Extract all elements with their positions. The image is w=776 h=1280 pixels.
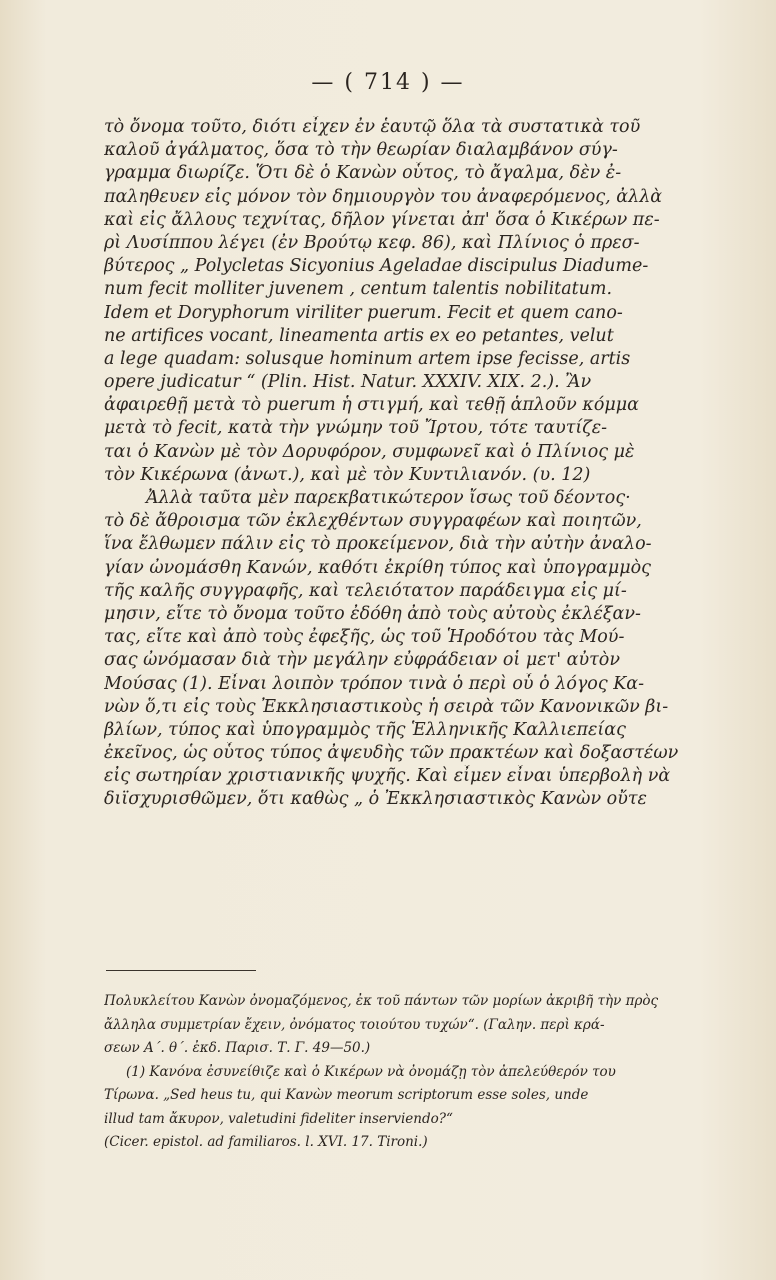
text-line: Ἀλλὰ ταῦτα μὲν παρεκβατικώτερον ἴσως τοῦ δέοντος· bbox=[146, 488, 631, 508]
text-line: παληθευεν εἰς μόνον τὸν δημιουργὸν του ἀναφερόμενος, ἀλλὰ bbox=[104, 186, 663, 207]
text-line: ἵνα ἔλθωμεν πάλιν εἰς τὸ προκείμενον, διὰ τὴν αὐτὴν ἀναλο- bbox=[104, 534, 652, 555]
footnotes-block bbox=[104, 990, 716, 1155]
text-line: νὼν ὅ,τι εἰς τοὺς Ἐκκλησιαστικοὺς ἡ σειρὰ τῶν Κανονικῶν βι- bbox=[104, 696, 669, 717]
main-text-block bbox=[104, 116, 716, 812]
footnote-line: (1) Κανόνα ἐσυνείθιζε καὶ ὁ Κικέρων νὰ ὀνομάζῃ τὸν ἀπελεύθερόν του bbox=[126, 1063, 616, 1080]
text-line: σας ὠνόμασαν διὰ τὴν μεγάλην εὐφράδειαν οἱ μετ' αὐτὸν bbox=[104, 650, 620, 671]
text-line: εἰς σωτηρίαν χριστιανικῆς ψυχῆς. Καὶ εἶμεν εἶναι ὑπερβολὴ νὰ bbox=[104, 766, 671, 787]
text-line: μησιν, εἴτε τὸ ὄνομα τοῦτο ἐδόθη ἀπὸ τοὺς αὐτοὺς ἐκλέξαν- bbox=[104, 603, 641, 624]
text-line: num fecit molliter juvenem , centum talentis nobilitatum. bbox=[104, 279, 613, 300]
text-line: ἀφαιρεθῇ μετὰ τὸ puerum ἡ στιγμή, καὶ τεθῇ ἁπλοῦν κόμμα bbox=[104, 395, 639, 416]
text-line: τὸν Κικέρωνα (ἀνωτ.), καὶ μὲ τὸν Κυντιλιανόν. (υ. 12) bbox=[104, 464, 591, 485]
footnote-line: σεων Α΄. θ΄. ἐκδ. Παρισ. Τ. Γ. 49—50.) bbox=[104, 1040, 371, 1056]
footnote-divider bbox=[106, 970, 256, 971]
page-number: — ( 714 ) — bbox=[311, 70, 465, 95]
text-line: γραμμα διωρίζε. Ὅτι δὲ ὁ Κανὼν οὗτος, τὸ ἄγαλμα, δὲν ἐ- bbox=[104, 163, 622, 184]
text-line: μετὰ τὸ fecit, κατὰ τὴν γνώμην τοῦ Ἴρτου, τότε ταυτίζε- bbox=[104, 418, 608, 439]
text-line: τὸ δὲ ἄθροισμα τῶν ἐκλεχθέντων συγγραφέων καὶ ποιητῶν, bbox=[104, 511, 642, 532]
text-line: ne artifices vocant, lineamenta artis ex eo petantes, velut bbox=[104, 325, 614, 346]
footnote-line: illud tam ἄκυρον, valetudini fideliter inserviendo?“ bbox=[104, 1110, 453, 1127]
text-line: ται ὁ Κανὼν μὲ τὸν Δορυφόρον, συμφωνεῖ καὶ ὁ Πλίνιος μὲ bbox=[104, 441, 635, 462]
text-line: βύτερος „ Polycletas Sicyonius Ageladae discipulus Diadume- bbox=[104, 256, 649, 277]
footnote-line: (Cicer. epistol. ad familiaros. l. XVI. 17. Tironi.) bbox=[104, 1134, 428, 1150]
footnote-line: Τίρωνα. „Sed heus tu, qui Κανὼν meorum scriptorum esse soles, unde bbox=[104, 1087, 589, 1103]
text-line: καλοῦ ἀγάλματος, ὅσα τὸ τὴν θεωρίαν διαλαμβάνον σύγ- bbox=[104, 140, 618, 161]
text-line: τας, εἴτε καὶ ἀπὸ τοὺς ἐφεξῆς, ὡς τοῦ Ἡροδότου τὰς Μού- bbox=[104, 627, 625, 648]
text-line: διϊσχυρισθῶμεν, ὅτι καθὼς „ ὁ Ἐκκλησιαστικὸς Κανὼν οὔτε bbox=[104, 789, 647, 810]
text-line: τὸ ὄνομα τοῦτο, διότι εἶχεν ἐν ἑαυτῷ ὅλα τὰ συστατικὰ τοῦ bbox=[104, 117, 641, 137]
text-line: καὶ εἰς ἄλλους τεχνίτας, δῆλον γίνεται ἀπ' ὅσα ὁ Κικέρων πε- bbox=[104, 209, 660, 230]
footnote-line: ἄλληλα συμμετρίαν ἔχειν, ὀνόματος τοιούτου τυχών“. (Γαλην. περὶ κρά- bbox=[104, 1016, 605, 1033]
text-line: Μούσας (1). Εἶναι λοιπὸν τρόπον τινὰ ὁ περὶ οὗ ὁ λόγος Κα- bbox=[104, 673, 645, 694]
footnote-line: Πολυκλείτου Κανὼν ὀνομαζόμενος, ἐκ τοῦ πάντων τῶν μορίων ἀκριβῆ τὴν πρὸς bbox=[104, 993, 659, 1009]
text-line: a lege quadam: solusque hominum artem ipse fecisse, artis bbox=[104, 348, 631, 369]
text-line: τῆς καλῆς συγγραφῆς, καὶ τελειότατον παράδειγμα εἰς μί- bbox=[104, 580, 627, 601]
text-line: ἐκεῖνος, ὡς οὗτος τύπος ἀψευδὴς τῶν πρακτέων καὶ δοξαστέων bbox=[104, 743, 679, 764]
text-line: opere judicatur “ (Plin. Hist. Natur. XXXIV. XIX. 2.). Ἂν bbox=[104, 372, 592, 393]
text-line: γίαν ὠνομάσθη Κανών, καθότι ἐκρίθη τύπος καὶ ὑπογραμμὸς bbox=[104, 557, 651, 578]
text-line: ρὶ Λυσίππου λέγει (ἐν Βρούτῳ κεφ. 86), καὶ Πλίνιος ὁ πρεσ- bbox=[104, 232, 640, 253]
text-line: Idem et Doryphorum viriliter puerum. Fecit et quem cano- bbox=[104, 302, 623, 323]
text-line: βλίων, τύπος καὶ ὑπογραμμὸς τῆς Ἑλληνικῆς Καλλιεπείας bbox=[104, 719, 626, 740]
